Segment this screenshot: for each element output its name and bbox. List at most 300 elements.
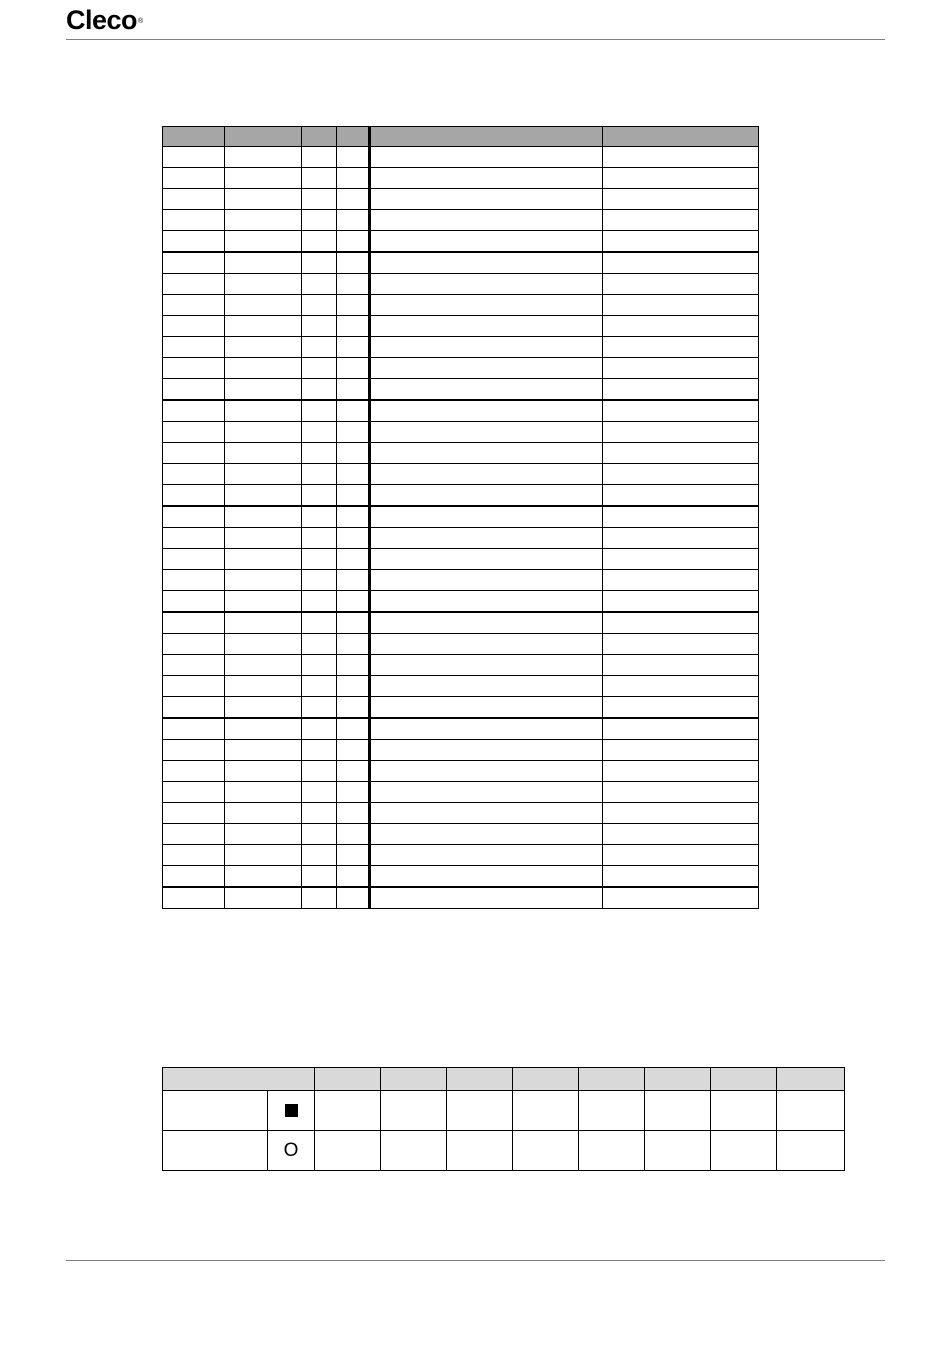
table-cell [603,485,759,507]
table-cell [163,549,225,570]
table-cell [302,231,337,253]
table-cell [163,337,225,358]
table-cell [302,189,337,210]
table-cell [337,634,370,655]
table-cell [603,655,759,676]
table-cell [302,718,337,740]
table-cell [603,358,759,379]
legend-label-cell [163,1091,268,1131]
table-cell [225,570,302,591]
table-row [163,634,759,655]
table-cell [163,189,225,210]
table-cell [163,231,225,253]
table-cell [163,485,225,507]
table-row [163,379,759,401]
table-cell [302,464,337,485]
table-cell [163,147,225,168]
table-cell [225,740,302,761]
table-cell [302,147,337,168]
table-row [163,549,759,570]
table-cell [337,612,370,634]
table-cell [163,740,225,761]
table-cell [603,718,759,740]
table-cell [302,528,337,549]
legend-row [163,1131,845,1171]
table-cell [370,612,603,634]
table-cell [370,168,603,189]
table-cell [337,337,370,358]
table-row [163,274,759,295]
registered-mark: ® [138,18,143,25]
table-cell [337,570,370,591]
legend-cell [777,1091,845,1131]
filled-square-icon [285,1104,298,1117]
table-cell [603,697,759,719]
header-cell [225,127,302,147]
parts-table-body [163,147,759,909]
table-cell [370,528,603,549]
table-cell [337,528,370,549]
table-cell [302,549,337,570]
table-cell [603,740,759,761]
table-cell [337,845,370,866]
table-cell [603,634,759,655]
table-cell [163,358,225,379]
table-cell [370,358,603,379]
legend-cell [645,1131,711,1171]
table-cell [603,612,759,634]
table-cell [225,782,302,803]
table-cell [163,443,225,464]
table-cell [225,464,302,485]
legend-cell [513,1091,579,1131]
table-cell [337,443,370,464]
table-cell [163,506,225,528]
table-cell [302,210,337,231]
legend-header-cell [447,1068,513,1091]
table-cell [225,761,302,782]
table-cell [337,782,370,803]
table-cell [225,485,302,507]
legend-cell [579,1091,645,1131]
table-cell [603,803,759,824]
table-cell [603,337,759,358]
table-cell [225,718,302,740]
table-cell [337,591,370,613]
footer-divider [66,1260,885,1261]
table-cell [603,506,759,528]
table-cell [370,422,603,443]
table-cell [370,634,603,655]
table-cell [163,887,225,909]
legend-cell [711,1131,777,1171]
table-cell [337,274,370,295]
table-cell [225,866,302,888]
table-cell [302,274,337,295]
table-cell [225,591,302,613]
table-cell [337,740,370,761]
table-cell [337,803,370,824]
table-cell [337,697,370,719]
table-cell [603,210,759,231]
table-cell [370,655,603,676]
legend-header-cell [777,1068,845,1091]
table-cell [370,866,603,888]
table-cell [225,845,302,866]
table-cell [603,400,759,422]
table-cell [225,316,302,337]
parts-table-header [163,127,759,147]
table-cell [370,803,603,824]
table-cell [337,464,370,485]
table-cell [163,803,225,824]
table-cell [302,655,337,676]
table-cell [302,634,337,655]
table-cell [302,803,337,824]
table-row [163,718,759,740]
table-cell [370,549,603,570]
header-cell [163,127,225,147]
table-cell [370,252,603,274]
legend-symbol-cell [268,1091,315,1131]
table-cell [603,147,759,168]
legend-cell [711,1091,777,1131]
table-cell [603,422,759,443]
table-cell [302,612,337,634]
table-row [163,295,759,316]
table-cell [302,697,337,719]
table-cell [370,824,603,845]
table-cell [163,634,225,655]
table-cell [225,274,302,295]
circle-o-icon: O [283,1139,299,1161]
table-row [163,803,759,824]
table-cell [163,655,225,676]
table-cell [370,761,603,782]
table-cell [370,740,603,761]
table-cell [337,147,370,168]
table-cell [302,591,337,613]
table-cell [337,866,370,888]
table-cell [337,400,370,422]
table-cell [302,295,337,316]
table-cell [370,295,603,316]
table-cell [302,845,337,866]
table-cell [337,316,370,337]
brand-name: Cleco [66,5,138,35]
table-cell [302,337,337,358]
table-cell [370,400,603,422]
legend-cell [315,1131,381,1171]
legend-header-cell [513,1068,579,1091]
table-cell [302,676,337,697]
table-row [163,887,759,909]
table-cell [337,485,370,507]
table-row [163,400,759,422]
table-cell [370,379,603,401]
table-row [163,761,759,782]
table-cell [302,168,337,189]
table-row [163,866,759,888]
table-cell [603,316,759,337]
legend-cell [777,1131,845,1171]
table-cell [603,570,759,591]
table-cell [302,866,337,888]
table-row [163,655,759,676]
table-cell [225,147,302,168]
table-cell [302,316,337,337]
table-cell [370,210,603,231]
table-cell [370,189,603,210]
table-cell [225,676,302,697]
table-cell [225,168,302,189]
legend-header-cell [645,1068,711,1091]
table-cell [163,316,225,337]
legend-cell [447,1091,513,1131]
table-cell [337,676,370,697]
table-cell [603,549,759,570]
table-cell [337,549,370,570]
table-cell [603,887,759,909]
legend-cell [315,1091,381,1131]
table-row [163,147,759,168]
table-cell [370,464,603,485]
table-cell [603,845,759,866]
table-cell [603,824,759,845]
table-cell [370,485,603,507]
legend-table [162,1067,845,1171]
table-cell [302,887,337,909]
table-cell [163,697,225,719]
table-cell [225,443,302,464]
table-cell [302,782,337,803]
table-row [163,168,759,189]
table-row [163,570,759,591]
table-cell [163,782,225,803]
table-cell [370,443,603,464]
table-row [163,443,759,464]
table-row [163,591,759,613]
table-cell [370,697,603,719]
table-cell [302,761,337,782]
table-cell [163,210,225,231]
table-cell [163,274,225,295]
table-cell [370,782,603,803]
legend-header-cell [163,1068,315,1091]
legend-cell [513,1131,579,1171]
table-cell [603,443,759,464]
table-cell [337,887,370,909]
table-cell [163,824,225,845]
table-cell [603,231,759,253]
table-cell [337,422,370,443]
table-cell [603,464,759,485]
table-cell [370,570,603,591]
table-row [163,612,759,634]
table-cell [337,295,370,316]
legend-cell [381,1131,447,1171]
table-cell [302,443,337,464]
table-cell [225,803,302,824]
table-cell [225,528,302,549]
table-cell [163,400,225,422]
table-row [163,845,759,866]
table-cell [370,506,603,528]
legend-header-cell [579,1068,645,1091]
table-cell [370,316,603,337]
table-cell [370,887,603,909]
table-cell [225,337,302,358]
table-row [163,485,759,507]
table-cell [337,655,370,676]
table-cell [302,379,337,401]
table-cell [163,845,225,866]
table-cell [225,887,302,909]
table-cell [370,591,603,613]
table-cell [225,612,302,634]
table-cell [163,528,225,549]
header-cell [337,127,370,147]
table-cell [225,231,302,253]
table-cell [337,824,370,845]
table-cell [225,697,302,719]
table-cell [337,506,370,528]
table-cell [225,400,302,422]
table-cell [370,337,603,358]
table-cell [225,379,302,401]
table-cell [370,676,603,697]
table-cell [163,252,225,274]
table-cell [337,379,370,401]
header-cell [302,127,337,147]
table-cell [163,379,225,401]
table-cell [603,591,759,613]
table-row [163,231,759,253]
table-cell [225,824,302,845]
table-cell [603,295,759,316]
table-cell [302,740,337,761]
table-row [163,740,759,761]
table-cell [225,549,302,570]
table-row [163,358,759,379]
table-cell [302,422,337,443]
table-cell [337,718,370,740]
table-cell [163,570,225,591]
table-cell [370,718,603,740]
table-cell [225,634,302,655]
table-cell [603,168,759,189]
table-cell [225,655,302,676]
table-cell [163,612,225,634]
table-cell [163,168,225,189]
table-cell [225,358,302,379]
table-cell [163,295,225,316]
header-cell [603,127,759,147]
table-row [163,676,759,697]
table-cell [163,761,225,782]
legend-header [163,1068,845,1091]
table-cell [603,761,759,782]
legend-row [163,1091,845,1131]
table-row [163,189,759,210]
table-cell [337,231,370,253]
legend-symbol-cell [268,1131,315,1171]
table-cell [603,866,759,888]
table-cell [603,189,759,210]
legend-header-cell [711,1068,777,1091]
header-cell [370,127,603,147]
legend-cell [381,1091,447,1131]
table-row [163,252,759,274]
table-cell [163,676,225,697]
table-row [163,210,759,231]
table-cell [370,231,603,253]
table-cell [337,761,370,782]
table-cell [302,506,337,528]
table-cell [163,718,225,740]
table-row [163,464,759,485]
table-cell [302,358,337,379]
legend-label-cell [163,1131,268,1171]
table-cell [603,379,759,401]
table-cell [225,210,302,231]
parts-table [162,126,759,909]
table-cell [163,591,225,613]
table-row [163,316,759,337]
table-cell [603,782,759,803]
table-cell [337,252,370,274]
table-cell [337,168,370,189]
table-cell [163,422,225,443]
legend-header-cell [381,1068,447,1091]
table-cell [302,252,337,274]
table-cell [603,274,759,295]
legend-cell [579,1131,645,1171]
table-row [163,506,759,528]
legend-cell [447,1131,513,1171]
table-cell [337,358,370,379]
table-cell [225,189,302,210]
legend-header-cell [315,1068,381,1091]
cleco-logo [66,5,143,35]
header-divider [66,39,885,40]
table-cell [337,210,370,231]
table-row [163,337,759,358]
table-cell [225,295,302,316]
table-cell [163,464,225,485]
table-cell [302,570,337,591]
table-cell [163,866,225,888]
legend-cell [645,1091,711,1131]
table-cell [370,845,603,866]
table-row [163,782,759,803]
table-cell [302,824,337,845]
table-cell [370,147,603,168]
table-row [163,422,759,443]
table-cell [370,274,603,295]
legend-body [163,1091,845,1171]
table-cell [225,252,302,274]
table-cell [225,422,302,443]
table-row [163,528,759,549]
table-cell [603,252,759,274]
table-cell [337,189,370,210]
table-row [163,697,759,719]
table-row [163,824,759,845]
table-cell [603,528,759,549]
table-cell [225,506,302,528]
table-cell [302,400,337,422]
